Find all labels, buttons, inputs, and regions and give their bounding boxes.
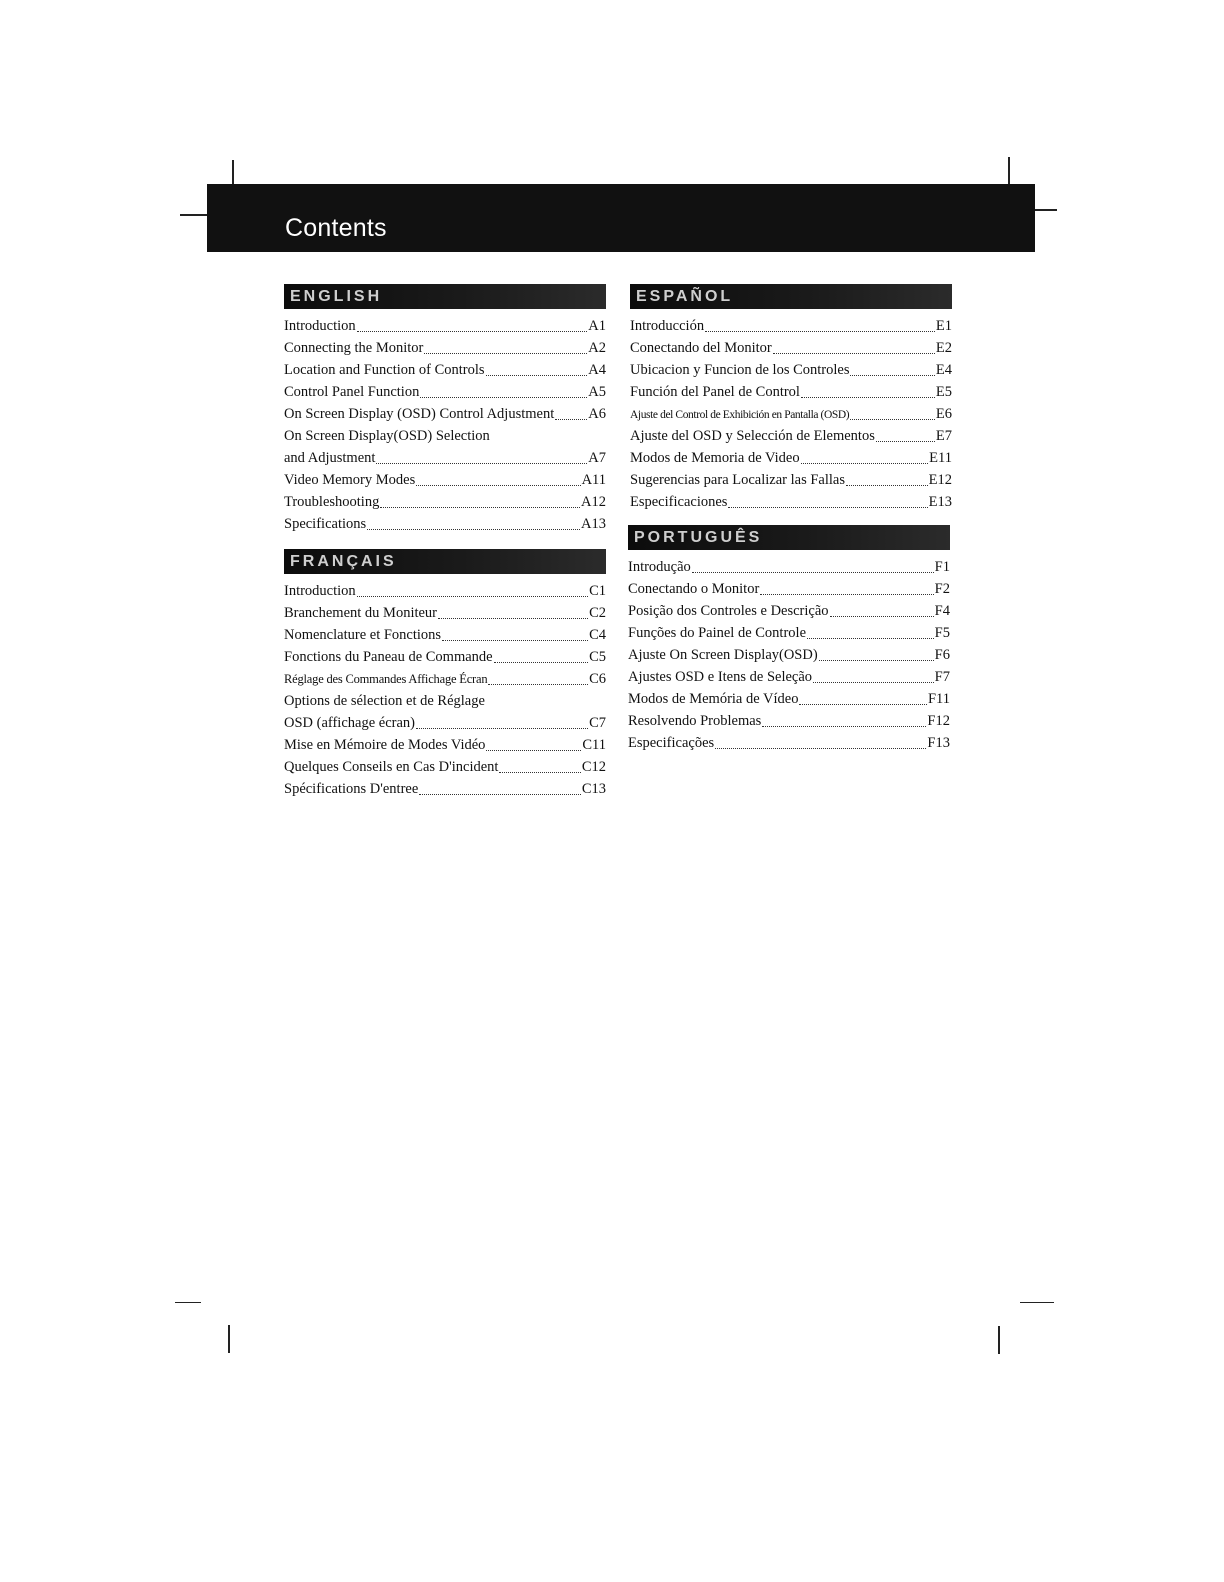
entry-page: F11	[927, 691, 950, 707]
crop-mark	[180, 214, 207, 216]
toc-entry[interactable]	[630, 469, 952, 491]
entry-page: F5	[934, 625, 950, 641]
entry-title: Especificaciones	[630, 494, 728, 510]
leader-dots	[705, 325, 935, 332]
entry-page: E11	[929, 450, 952, 466]
entry-page: A5	[588, 384, 606, 400]
crop-mark	[1020, 1302, 1054, 1303]
leader-dots	[728, 501, 927, 508]
leader-dots	[692, 566, 934, 573]
leader-dots	[760, 588, 933, 595]
entry-title: and Adjustment	[284, 450, 376, 466]
crop-mark	[998, 1326, 1000, 1354]
entry-page: C1	[589, 583, 606, 599]
toc-entry[interactable]	[284, 624, 606, 646]
entry-page: F7	[934, 669, 950, 685]
leader-dots	[494, 656, 588, 663]
leader-dots	[819, 654, 934, 661]
section-heading: ESPAÑOL	[630, 284, 952, 309]
toc-entry[interactable]	[284, 602, 606, 624]
leader-dots	[367, 523, 580, 530]
entry-page: C12	[581, 759, 606, 775]
entry-page: E4	[935, 362, 952, 378]
toc-entry[interactable]	[628, 732, 950, 754]
toc-entry[interactable]	[630, 447, 952, 469]
toc-entry[interactable]	[628, 578, 950, 600]
leader-dots	[799, 698, 926, 705]
leader-dots	[419, 788, 581, 795]
toc-entry[interactable]	[284, 469, 606, 491]
entry-title: Función del Panel de Control	[630, 384, 800, 400]
entry-page: C4	[589, 627, 606, 643]
toc-entry[interactable]	[284, 734, 606, 756]
toc-entry[interactable]	[628, 688, 950, 710]
entry-title: Ajustes OSD e Itens de Seleção	[628, 669, 813, 685]
entry-title: Mise en Mémoire de Modes Vidéo	[284, 737, 486, 753]
entry-page: C13	[581, 781, 606, 797]
toc-entry[interactable]	[284, 513, 606, 535]
toc-entry[interactable]	[628, 556, 950, 578]
entry-title: Ajuste del Control de Exhibición en Pantalla (OSD)	[630, 409, 850, 421]
leader-dots	[830, 610, 934, 617]
toc-entry[interactable]	[630, 337, 952, 359]
crop-mark	[1035, 209, 1057, 211]
section-francais	[284, 549, 606, 800]
entry-title: Control Panel Function	[284, 384, 420, 400]
entry-page: E6	[935, 406, 952, 422]
toc-entry[interactable]	[284, 778, 606, 800]
leader-dots	[555, 413, 587, 420]
toc-entry[interactable]	[284, 580, 606, 602]
toc-entry[interactable]	[284, 712, 606, 734]
crop-mark	[1008, 157, 1010, 184]
leader-dots	[762, 720, 926, 727]
toc-entry[interactable]	[284, 403, 606, 425]
leader-dots	[420, 391, 587, 398]
toc-list	[628, 556, 950, 754]
leader-dots	[807, 632, 934, 639]
toc-list	[284, 315, 606, 535]
toc-list	[284, 580, 606, 800]
toc-entry[interactable]	[628, 710, 950, 732]
entry-page: E13	[928, 494, 952, 510]
section-espanol	[630, 284, 952, 513]
crop-mark	[232, 160, 234, 184]
page-title: Contents	[285, 214, 387, 242]
leader-dots	[380, 501, 580, 508]
toc-entry[interactable]	[628, 666, 950, 688]
leader-dots	[715, 742, 926, 749]
entry-page: C2	[589, 605, 606, 621]
entry-title: Introducción	[630, 318, 705, 334]
leader-dots	[876, 435, 935, 442]
entry-page: A13	[581, 516, 606, 532]
toc-entry[interactable]	[630, 425, 952, 447]
contents-header-bar	[207, 184, 1035, 252]
toc-entry[interactable]	[630, 403, 952, 425]
toc-entry[interactable]	[284, 646, 606, 668]
toc-entry[interactable]	[284, 315, 606, 337]
entry-title: Introduction	[284, 318, 356, 334]
section-heading: ENGLISH	[284, 284, 606, 309]
entry-page: F12	[927, 713, 950, 729]
leader-dots	[442, 634, 588, 641]
entry-title: Resolvendo Problemas	[628, 713, 762, 729]
toc-entry[interactable]	[630, 491, 952, 513]
toc-entry[interactable]	[628, 600, 950, 622]
entry-page: A4	[588, 362, 606, 378]
entry-title: Sugerencias para Localizar las Fallas	[630, 472, 845, 488]
entry-title-line1: On Screen Display(OSD) Selection	[284, 428, 490, 444]
entry-title: On Screen Display (OSD) Control Adjustment	[284, 406, 555, 422]
toc-entry[interactable]	[284, 756, 606, 778]
leader-dots	[416, 722, 588, 729]
entry-title: Conectando o Monitor	[628, 581, 760, 597]
entry-page: F2	[934, 581, 950, 597]
toc-entry[interactable]	[284, 381, 606, 403]
entry-title: Introduction	[284, 583, 356, 599]
section-portugues	[628, 525, 950, 754]
entry-page: E12	[928, 472, 952, 488]
entry-title: Troubleshooting	[284, 494, 380, 510]
leader-dots	[488, 678, 588, 685]
toc-entry[interactable]	[284, 447, 606, 469]
toc-entry[interactable]	[284, 359, 606, 381]
toc-entry[interactable]	[630, 315, 952, 337]
section-heading: FRANÇAIS	[284, 549, 606, 574]
toc-entry[interactable]	[628, 622, 950, 644]
crop-mark	[228, 1325, 230, 1353]
entry-title: Posição dos Controles e Descrição	[628, 603, 829, 619]
toc-entry[interactable]	[630, 381, 952, 403]
entry-page: F1	[934, 559, 950, 575]
toc-entry[interactable]	[284, 337, 606, 359]
leader-dots	[813, 676, 934, 683]
toc-list	[630, 315, 952, 513]
entry-page: A1	[588, 318, 606, 334]
entry-page: C7	[589, 715, 606, 731]
entry-page: A12	[581, 494, 606, 510]
section-english	[284, 284, 606, 535]
entry-page: A11	[581, 472, 606, 488]
entry-page: E1	[935, 318, 952, 334]
entry-page: A7	[588, 450, 606, 466]
entry-page: E7	[935, 428, 952, 444]
entry-title: Réglage des Commandes Affichage Écran	[284, 672, 488, 686]
entry-page: F13	[927, 735, 950, 751]
entry-title: OSD (affichage écran)	[284, 715, 415, 731]
entry-title: Spécifications D'entree	[284, 781, 419, 797]
entry-page: C5	[589, 649, 606, 665]
entry-page: F6	[934, 647, 950, 663]
leader-dots	[416, 479, 580, 486]
entry-page: E2	[935, 340, 952, 356]
entry-page: E5	[935, 384, 952, 400]
entry-title: Modos de Memoria de Video	[630, 450, 800, 466]
section-heading: PORTUGUÊS	[628, 525, 950, 550]
leader-dots	[850, 369, 934, 376]
crop-mark	[175, 1302, 201, 1303]
leader-dots	[357, 325, 588, 332]
toc-entry[interactable]	[284, 668, 606, 690]
entry-title: Fonctions du Paneau de Commande	[284, 649, 493, 665]
entry-title-line1: Options de sélection et de Réglage	[284, 693, 485, 709]
entry-title: Introdução	[628, 559, 691, 575]
entry-title: Funções do Painel de Controle	[628, 625, 807, 641]
entry-title: Ubicacion y Funcion de los Controles	[630, 362, 850, 378]
entry-title: Especificações	[628, 735, 715, 751]
entry-title: Location and Function of Controls	[284, 362, 485, 378]
entry-title: Branchement du Moniteur	[284, 605, 438, 621]
entry-title: Modos de Memória de Vídeo	[628, 691, 799, 707]
leader-dots	[773, 347, 935, 354]
entry-title: Ajuste del OSD y Selección de Elementos	[630, 428, 875, 444]
leader-dots	[486, 369, 588, 376]
toc-entry[interactable]	[630, 359, 952, 381]
entry-page: C6	[589, 671, 606, 687]
leader-dots	[486, 744, 581, 751]
toc-entry[interactable]	[284, 491, 606, 513]
entry-title: Specifications	[284, 516, 367, 532]
leader-dots	[850, 413, 935, 420]
entry-title: Conectando del Monitor	[630, 340, 772, 356]
entry-page: F4	[934, 603, 950, 619]
leader-dots	[801, 391, 935, 398]
entry-title: Connecting the Monitor	[284, 340, 424, 356]
leader-dots	[801, 457, 929, 464]
entry-title: Quelques Conseils en Cas D'incident	[284, 759, 499, 775]
entry-page: C11	[582, 737, 606, 753]
leader-dots	[438, 612, 588, 619]
entry-page: A6	[588, 406, 606, 422]
leader-dots	[499, 766, 580, 773]
entry-title: Nomenclature et Fonctions	[284, 627, 442, 643]
leader-dots	[846, 479, 928, 486]
leader-dots	[424, 347, 587, 354]
toc-entry[interactable]	[628, 644, 950, 666]
entry-title: Ajuste On Screen Display(OSD)	[628, 647, 818, 663]
entry-title: Video Memory Modes	[284, 472, 416, 488]
leader-dots	[357, 590, 588, 597]
leader-dots	[376, 457, 587, 464]
entry-page: A2	[588, 340, 606, 356]
